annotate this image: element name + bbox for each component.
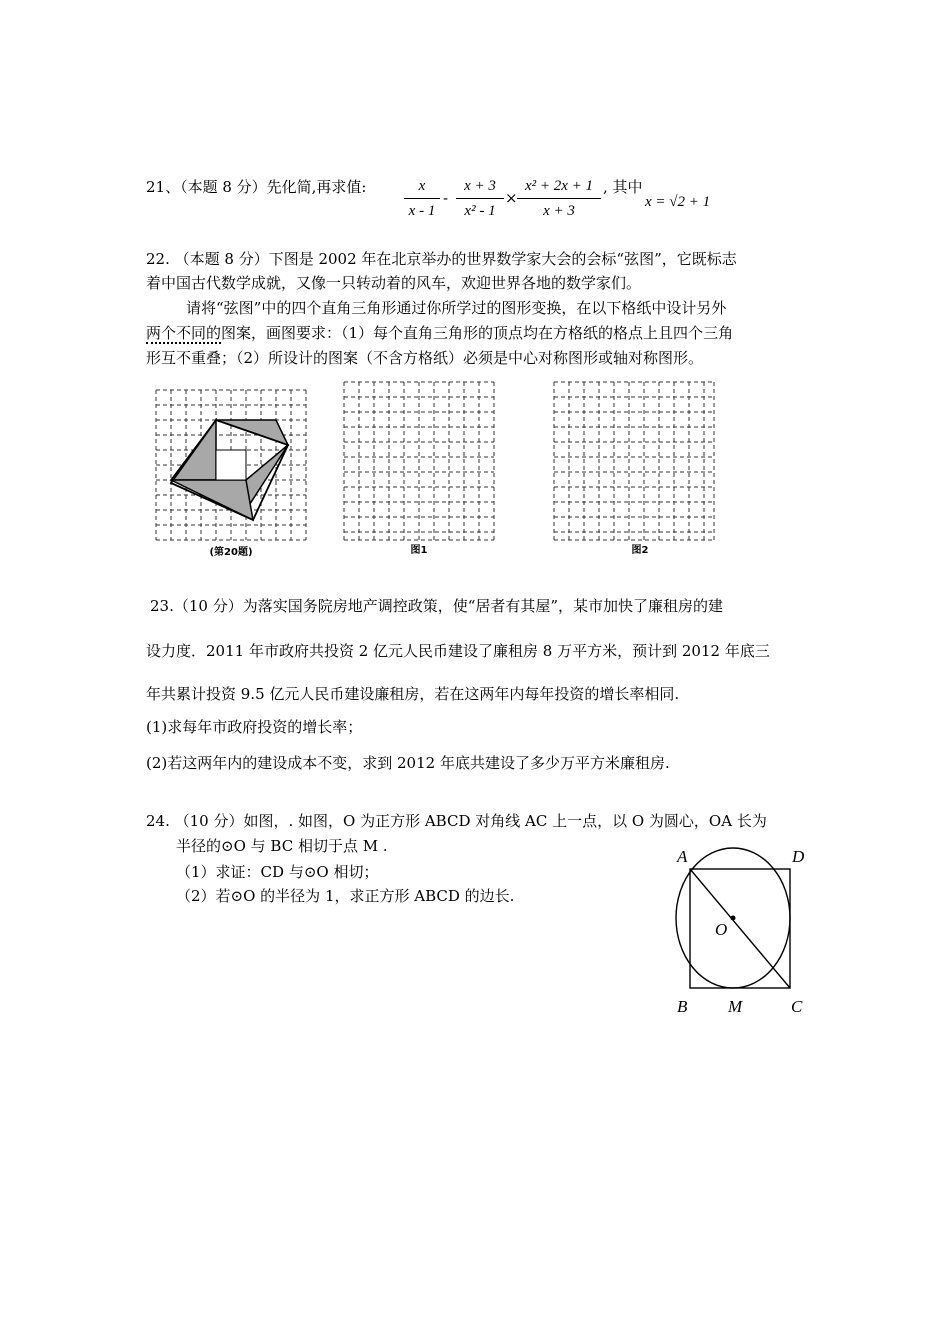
q23-line3: 年共累计投资 9.5 亿元人民币建设廉租房，若在这两年内每年投资的增长率相同. [146, 685, 680, 703]
q22-emphasis: 两个不同的 [146, 324, 222, 342]
q21-fraction-1: x x - 1 [404, 176, 440, 221]
q24-part1: （1）求证：CD 与⊙O 相切； [176, 863, 379, 881]
square-circle-figure [660, 840, 820, 1025]
q22-line5: 形互不重叠；（2）所设计的图案（不含方格纸）必须是中心对称图形或轴对称图形。 [146, 349, 704, 367]
q22-line2: 着中国古代数学成就，又像一只转动着的风车，欢迎世界各地的数学家们。 [146, 274, 642, 292]
q24-line1: 24. （10 分）如图，. 如图，O 为正方形 ABCD 对角线 AC 上一点，以 O 为圆心，OA 长为 [146, 812, 767, 830]
diagonal-ac [690, 869, 790, 988]
q23-line2: 设力度．2011 年市政府共投资 2 亿元人民币建设了廉租房 8 万平方米，预计到 2012 年底三 [146, 642, 770, 660]
figure-caption-2: 图2 [631, 545, 649, 556]
center-point-o [731, 916, 736, 921]
q21-value: x = √2 + 1 [645, 194, 711, 210]
q22-line4: 两个不同的图案，画图要求：（1）每个直角三角形的顶点均在方格纸的格点上且四个三角 [146, 324, 734, 342]
grid-figure-2 [550, 378, 720, 558]
grid-figure-1 [340, 378, 500, 558]
label-m: M [728, 997, 743, 1016]
q23-part2: (2)若这两年内的建设成本不变，求到 2012 年底共建设了多少万平方米廉租房. [146, 754, 670, 772]
q21-prefix: 21、（本题 8 分）先化简,再求值: [146, 178, 367, 196]
q21-suffix: , 其中 [603, 178, 643, 196]
q24-part2: （2）若⊙O 的半径为 1，求正方形 ABCD 的边长. [176, 887, 515, 905]
q21-times: × [505, 189, 518, 207]
q24-line2: 半径的⊙O 与 BC 相切于点 M . [176, 837, 388, 855]
label-o: O [715, 920, 728, 939]
label-b: B [677, 997, 688, 1016]
q23-part1: (1)求每年市政府投资的增长率； [146, 718, 363, 736]
q21-fraction-2: x + 3 x² - 1 [456, 176, 504, 221]
q22-line1: 22. （本题 8 分）下图是 2002 年在北京举办的世界数学家大会的会标“弦图”，它既标志 [146, 250, 737, 268]
label-c: C [791, 997, 803, 1016]
q22-line3: 请将“弦图”中的四个直角三角形通过你所学过的图形变换，在以下格纸中设计另外 [186, 299, 727, 317]
label-a: A [677, 847, 688, 866]
figure-caption-1: 图1 [410, 545, 428, 556]
windmill-grid-figure [148, 385, 318, 560]
q21-minus: - [443, 189, 449, 207]
q23-line1: 23.（10 分）为落实国务院房地产调控政策，使“居者有其屋”，某市加快了廉租房的建 [150, 597, 724, 615]
q21-fraction-3: x² + 2x + 1 x + 3 [517, 176, 601, 221]
label-d: D [792, 847, 805, 866]
windmill-center-square [216, 450, 246, 480]
figure-caption-20: (第20题) [209, 547, 253, 558]
